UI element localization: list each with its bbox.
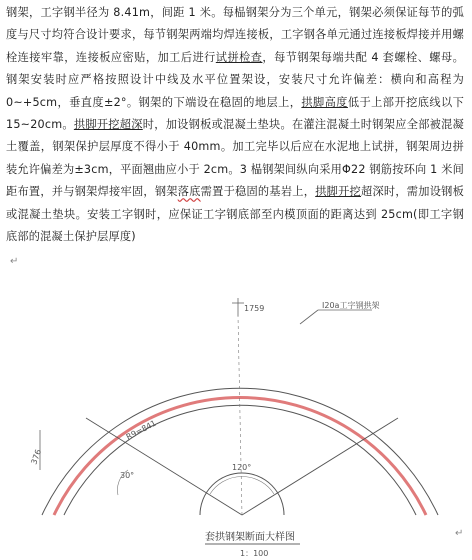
- drawing-scale: 1：100: [240, 549, 269, 558]
- label-leader: [300, 310, 318, 324]
- text-run: 超深时，需加设钢板或混凝土垫块。安装工字钢时，应保证工字钢底部至内模顶面的距离达到 25cm(即工字钢底部的混凝土保护层厚度): [6, 185, 464, 244]
- paragraph-mark: ↵: [455, 528, 464, 539]
- radial-line-left: [86, 418, 242, 515]
- steel-arch-label: I20a工字钢拱架: [322, 301, 380, 310]
- text-run: 低于上部开挖底线以下 15~20cm。: [6, 95, 464, 132]
- steel-arch: [54, 398, 426, 515]
- radius-label: R9=841: [124, 418, 158, 442]
- dim-side-label: 376: [29, 448, 44, 466]
- text-run: 需置于稳固的基岩上，: [200, 185, 316, 199]
- underlined-term-bottom: 落底: [177, 185, 201, 199]
- radial-line-right: [242, 418, 398, 515]
- text-run: 时，加设钢板或混凝土垫块。在灌注混凝土时钢架应全部被混凝土覆盖，钢架保护层厚度不得小于 40mm。加工完毕以后应在水泥地上试拼，钢架周边拼装允许偏差为±3cm，平面翘曲应小于 2cm。3 榀钢架间纵向采用Φ22 钢筋按环向 1 米间距布置，并与钢架焊接牢固，钢架: [6, 118, 465, 199]
- underlined-term-arch-foot-overexcavation: 拱脚开挖超深: [73, 118, 143, 132]
- drawing-caption: 套拱钢架断面大样图: [205, 532, 295, 543]
- center-axis: [238, 316, 242, 515]
- side-angle-label: 30°: [120, 471, 135, 480]
- center-angle-label: 120°: [232, 463, 252, 472]
- underlined-term-arch-foot-height: 拱脚高度: [301, 95, 348, 109]
- inner-arch-line: [64, 405, 416, 515]
- text-run: 钢架，工字钢半径为 8.41m，间距 1 米。每榀钢架分为三个单元，钢架必须保证每节的弧度与尺寸均符合设计要求，每节钢架两端均焊连接板，工字钢各单元通过连接板焊接并用螺栓连接牢靠，连接板应密贴，加工后进行: [6, 6, 464, 64]
- text-run: ，每节钢架每端共配 4 套螺栓、螺母。钢架安装时应严格按照设计中线及水平位置架设，安装尺寸允许偏差：横向和高程为 0~+5cm，垂直度±2°。钢架的下端设在稳固的地层上，: [6, 50, 464, 109]
- dim-top-label: 1759: [244, 304, 265, 313]
- underlined-term-arch-foot-excavation: 拱脚开挖: [315, 185, 361, 199]
- paragraph-mark: ↵: [10, 256, 19, 267]
- underlined-term-trial-assembly: 试拼检查: [215, 50, 263, 64]
